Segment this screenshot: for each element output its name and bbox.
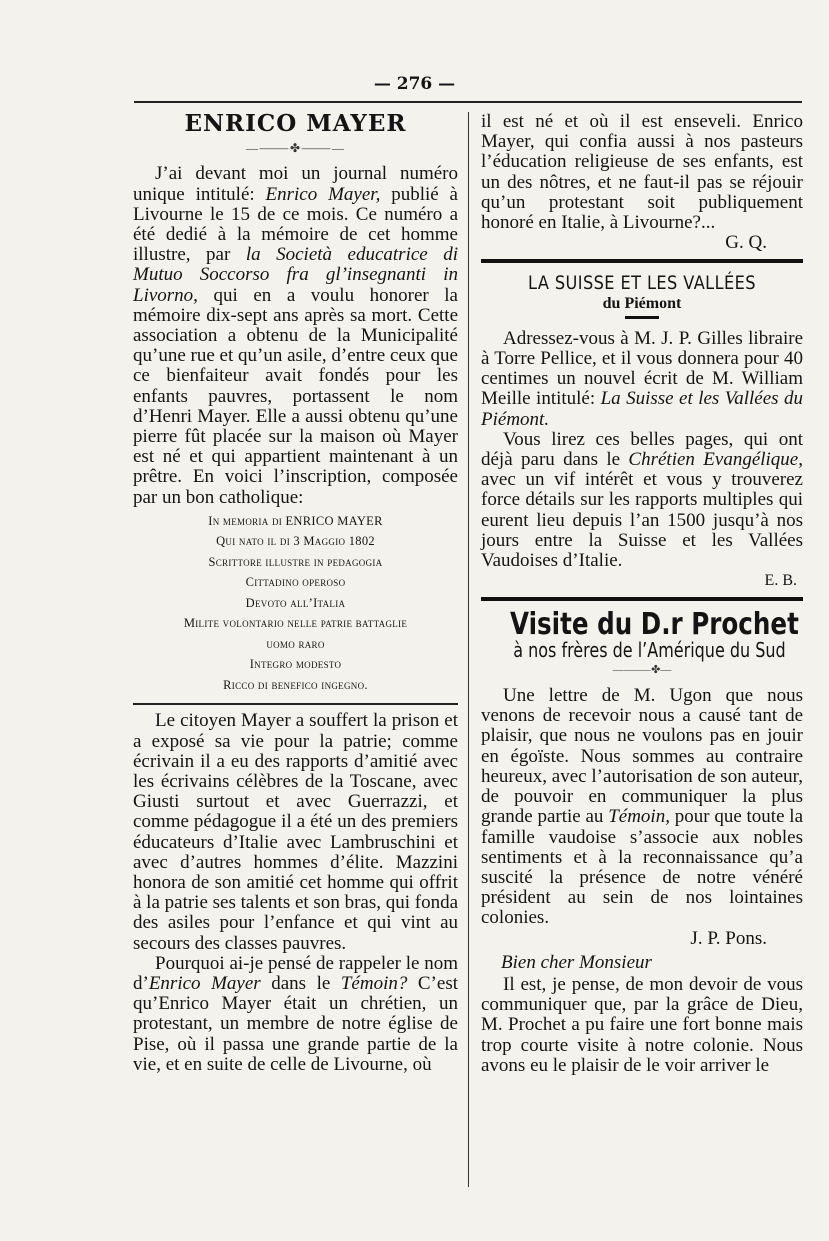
signature-gq: G. Q. <box>725 232 767 254</box>
paragraph-citizen <box>133 711 458 953</box>
inscription-line: Milite volontario nelle patrie battaglie <box>183 616 408 631</box>
paragraph-intro <box>133 164 458 507</box>
inscription-line: In memoria di ENRICO MAYER <box>208 513 383 528</box>
inscription-line: Ricco di benefico ingegno. <box>223 677 368 692</box>
paragraph-why <box>133 954 458 1075</box>
text-run: C’est qu’Enrico Mayer était un chrétien, un protestant, un membre de notre église de Pise, où il passa une grande partie de la vie, et en suite de celle de Livourne, où <box>133 973 458 1075</box>
italic-run: la Società educatrice di Mutuo Soccorso fra gl’insegnanti in Livorno, <box>133 244 459 306</box>
text-run: Une lettre de M. Ugon que nous venons de recevoir nous a causé tant de plaisir, que nous ne voulons pas en jouir en égoïste. Nous sommes au contraire heureux, avec l’autorisation de son auteur, de pouvoir en communiquer la plus grande partie au <box>481 685 803 828</box>
text-run: Vous lirez ces belles pages, qui ont déjà paru dans le <box>481 428 803 471</box>
inscription-block <box>133 511 458 696</box>
article-title-mayer: ENRICO MAYER <box>184 110 407 137</box>
top-rule <box>134 101 802 103</box>
italic-run: Enrico Mayer <box>148 973 261 994</box>
italic-run: La Suisse et les Vallées du Piémont. <box>481 388 804 430</box>
italic-run: Chrétien Evangélique, <box>628 449 803 471</box>
section-title-suisse: LA SUISSE ET LES VALLÉES <box>528 272 756 295</box>
text-run: Le citoyen Mayer a souffert la prison et a exposé sa vie pour la patrie; comme écrivain il a eu des rapports d’amitié avec les écrivains célèbres de la Toscane, avec Giusti surtout et avec Guerrazzi, et comme pédagogue il a été un des premiers éducateurs d’Italie avec Lambruschini et avec d’autres hommes d’élite. Mazzini honora de son amitié cet homme qui offrit à la patrie ses talents et son bras, qui fonda des asiles pour l’enfance et qui vint au secours des classes pauvres. <box>133 710 459 954</box>
left-column <box>133 112 458 1075</box>
section-ornament: —⸻✤— <box>612 663 672 676</box>
italic-run: Témoin, <box>608 806 670 828</box>
inscription-line: Integro modesto <box>249 657 342 672</box>
inscription-line: Devoto all’Italia <box>245 595 346 610</box>
text-run: dans le <box>260 973 341 994</box>
paragraph-lettre <box>481 686 803 928</box>
paragraph-adressez <box>481 329 803 430</box>
signature-pons: J. P. Pons. <box>690 927 767 949</box>
paragraph-continuation <box>481 112 803 233</box>
inscription-line: Scrittore illustre in pedagogia <box>208 554 383 569</box>
right-column <box>481 112 803 1076</box>
section-subtitle-piemont: du Piémont <box>602 294 682 312</box>
inscription-line: uomo raro <box>266 636 325 651</box>
inscription-line: Qui nato il di 3 Maggio 1802 <box>216 534 375 549</box>
text-run: avec un vif intérêt et vous y trouverez force détails sur les rapports multiples qui eurent lieu depuis l’an 1500 jusqu’à nos jours entre la Suisse et les Vallées Vaudoises d’Italie. <box>481 469 803 572</box>
italic-run: Témoin? <box>340 973 408 994</box>
inscription-rule <box>133 703 458 705</box>
page-number: — 276 — <box>373 74 456 94</box>
text-run: pour que toute la famille vaudoise s’associe aux nobles sentiments et à la reconnaissance qu’a suscité la présence de notre vénéré président au sein de nos lointaines colonies. <box>481 806 803 929</box>
section-rule-1 <box>481 259 803 263</box>
text-run: J’ai devant moi un journal numéro unique intitulé: <box>133 163 458 205</box>
subtitle-rule <box>625 316 659 319</box>
inscription-line: Cittadino operoso <box>245 575 346 590</box>
title-ornament: —⸻✤⸻— <box>246 141 345 156</box>
section-title-visite: Visite du D.r Prochet <box>509 607 799 643</box>
text-run: il est né et où il est enseveli. Enrico Mayer, qui confia aussi à nos pasteurs l’éducation religieuse de ses enfants, est un des nôtres, et ne faut-il pas se réjouir qu’un protestant soit publiquement honoré en Italie, à Livourne?... <box>481 111 803 234</box>
paragraph-devoir <box>481 975 803 1076</box>
text-run: publié à Livourne le 15 de ce mois. Ce numéro a été dedié à la mémoire de cet homme illustre, par <box>133 183 458 266</box>
paragraph-vous-lirez <box>481 430 803 571</box>
text-run: Il est, je pense, de mon devoir de vous communiquer que, par la grâce de Dieu, M. Prochet a pu faire une fort bonne mais trop courte visite à notre colonie. Nous avons eu le plaisir de le voir arriver le <box>481 973 803 1076</box>
section-subtitle-amerique: à nos frères de l’Amérique du Sud <box>513 637 786 662</box>
signature-eb: E. B. <box>764 572 797 590</box>
column-divider <box>468 112 469 1187</box>
section-rule-2 <box>481 597 803 601</box>
salutation: Bien cher Monsieur <box>501 951 652 973</box>
text-run: Adressez-vous à M. J. P. Gilles libraire à Torre Pellice, et il vous donnera pour 40 centimes un nouvel écrit de M. William Meille intitulé: <box>481 327 803 410</box>
text-run: qui en a voulu honorer la mémoire dix-sept ans après sa mort. Cette association a obtenu de la Municipalité qu’une rue et qu’un asile, d’entre ceux que ce bienfaiteur avait fondés pour les enfants pauvres, portassent le nom d’Henri Mayer. Elle a aussi obtenu qu’une pierre fût placée sur la maison où Mayer est né et qui appartient maintenant à un prêtre. En voici l’inscription, composée par un bon catholique: <box>133 284 458 508</box>
text-run: Pourquoi ai-je pensé de rappeler le nom d’ <box>133 952 458 994</box>
italic-run: Enrico Mayer, <box>265 183 381 205</box>
